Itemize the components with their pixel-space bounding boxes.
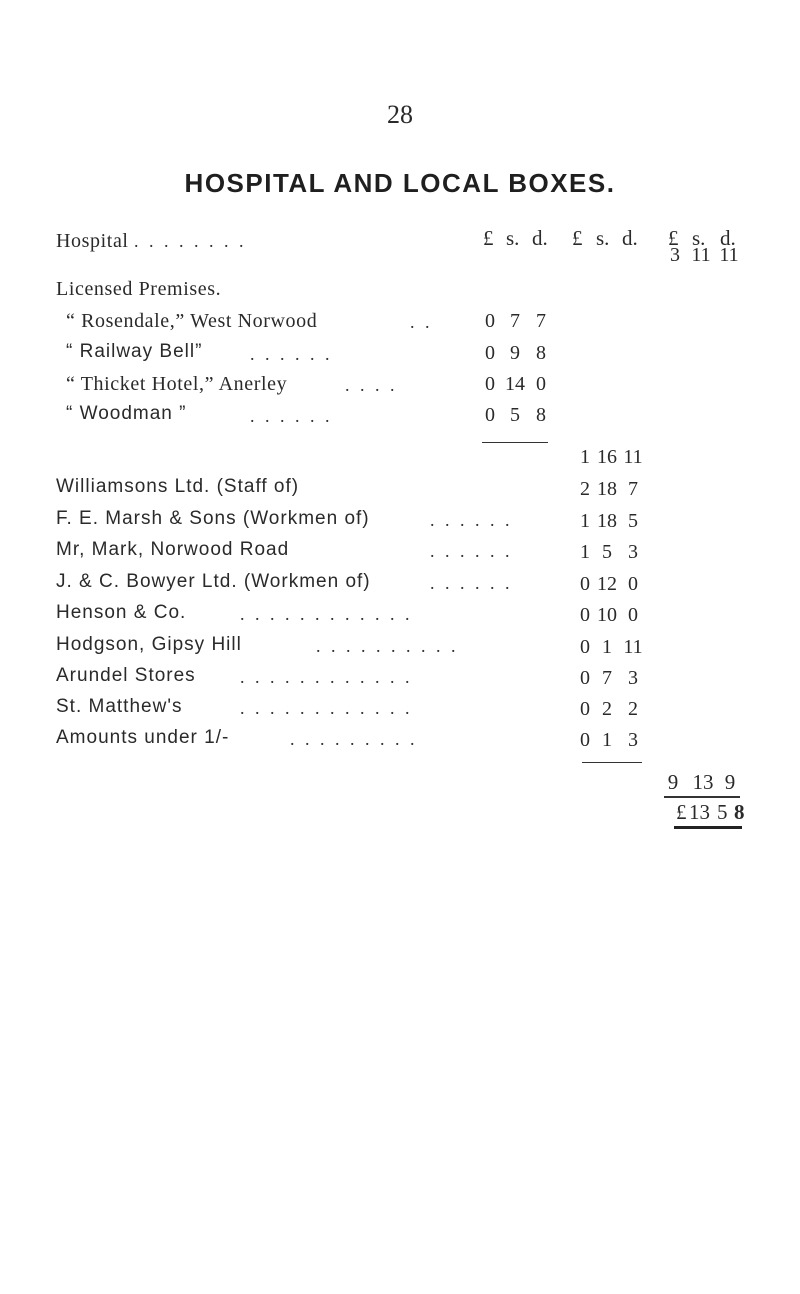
donor-pounds: 2 [580,478,590,500]
donor-pounds: 0 [580,573,590,595]
donor-pounds: 0 [580,698,590,720]
col1-shillings-header: s. [506,226,520,250]
licensed-item-pence: 7 [536,310,546,332]
donor-pence: 0 [628,573,638,595]
donor-label: Williamsons Ltd. (Staff of) [56,476,300,497]
donor-pounds: 0 [580,636,590,658]
licensed-item-pence: 0 [536,373,546,395]
licensed-item-shillings: 7 [510,310,520,332]
donor-pence: 11 [623,636,643,658]
donor-label: Henson & Co. [56,602,187,623]
grand-total-currency: £ [676,800,687,824]
grand-total-double-rule [674,826,742,829]
col3-pence-header: d. [720,226,736,250]
donor-shillings: 18 [597,510,617,532]
hospital-label: Hospital [56,230,129,252]
licensed-heading: Licensed Premises. [56,278,222,300]
donor-shillings: 5 [602,541,612,563]
donor-pence: 3 [628,729,638,751]
hospital-pounds: 3 [670,244,680,266]
donor-pence: 5 [628,510,638,532]
licensed-item-pence: 8 [536,404,546,426]
licensed-subtotal-pounds: 1 [580,446,590,468]
donor-pence: 2 [628,698,638,720]
donor-shillings: 1 [602,729,612,751]
donor-leader: . . . . . . . . . [290,729,418,749]
grand-total-pence: 8 [734,800,745,824]
licensed-item-label: “ Thicket Hotel,” Anerley [66,373,288,395]
licensed-item-leader: . . . . . . [250,406,333,426]
donor-pounds: 0 [580,729,590,751]
col2-pence-header: d. [622,226,638,250]
licensed-item-pounds: 0 [485,342,495,364]
donor-shillings: 12 [597,573,617,595]
licensed-item-pounds: 0 [485,404,495,426]
donor-shillings: 18 [597,478,617,500]
col1-pounds-header: £ [483,226,494,250]
licensed-item-label: “ Woodman ” [66,403,187,424]
local-total-pence: 9 [724,770,736,794]
donor-pounds: 0 [580,604,590,626]
licensed-subtotal-rule [482,442,548,443]
licensed-item-pounds: 0 [485,373,495,395]
donor-pounds: 1 [580,541,590,563]
donor-label: Hodgson, Gipsy Hill [56,634,242,655]
donor-leader: . . . . . . . . . . . . [240,604,413,624]
grand-total-rule-top [664,796,740,798]
licensed-subtotal-pence: 11 [623,446,643,468]
licensed-item-label: “ Railway Bell” [66,341,203,362]
donor-label: J. & C. Bowyer Ltd. (Workmen of) [56,571,371,592]
page-title: HOSPITAL AND LOCAL BOXES. [184,168,616,198]
donor-leader: . . . . . . [430,541,513,561]
col3-shillings-header: s. [692,226,706,250]
licensed-item-leader: . . . . . . [250,344,333,364]
local-total-pounds: 9 [667,770,679,794]
licensed-item-shillings: 9 [510,342,520,364]
page-number: 28 [387,100,413,129]
donor-label: St. Matthew's [56,696,183,717]
local-total-rule [582,762,642,763]
donor-pence: 3 [628,667,638,689]
donor-pence: 3 [628,541,638,563]
licensed-item-leader: . . . . [345,375,398,395]
grand-total-shillings: 5 [717,800,728,824]
donor-label: Amounts under 1/- [56,727,230,748]
licensed-item-shillings: 5 [510,404,520,426]
donor-pounds: 0 [580,667,590,689]
donor-label: Mr, Mark, Norwood Road [56,539,290,560]
hospital-shillings: 11 [691,244,711,266]
local-total-shillings: 13 [692,770,714,794]
donor-pence: 7 [628,478,638,500]
licensed-item-leader: . . [410,312,433,332]
hospital-leader: . . . . . . . . [134,231,247,251]
donor-leader: . . . . . . [430,510,513,530]
hospital-pence: 11 [719,244,739,266]
donor-pence: 0 [628,604,638,626]
donor-shillings: 1 [602,636,612,658]
donor-shillings: 7 [602,667,612,689]
col3-pounds-header: £ [668,226,679,250]
licensed-item-shillings: 14 [505,373,525,395]
donor-leader: . . . . . . . . . . [316,636,459,656]
donor-label: F. E. Marsh & Sons (Workmen of) [56,508,370,529]
donor-label: Arundel Stores [56,665,196,686]
licensed-subtotal-shillings: 16 [597,446,617,468]
col2-pounds-header: £ [572,226,583,250]
grand-total-pounds: 13 [689,800,710,824]
col2-shillings-header: s. [596,226,610,250]
col1-pence-header: d. [532,226,548,250]
licensed-item-label: “ Rosendale,” West Norwood [66,310,318,332]
donor-pounds: 1 [580,510,590,532]
licensed-item-pounds: 0 [485,310,495,332]
donor-shillings: 10 [597,604,617,626]
donor-leader: . . . . . . . . . . . . [240,698,413,718]
donor-leader: . . . . . . [430,573,513,593]
donor-shillings: 2 [602,698,612,720]
licensed-item-pence: 8 [536,342,546,364]
donor-leader: . . . . . . . . . . . . [240,667,413,687]
